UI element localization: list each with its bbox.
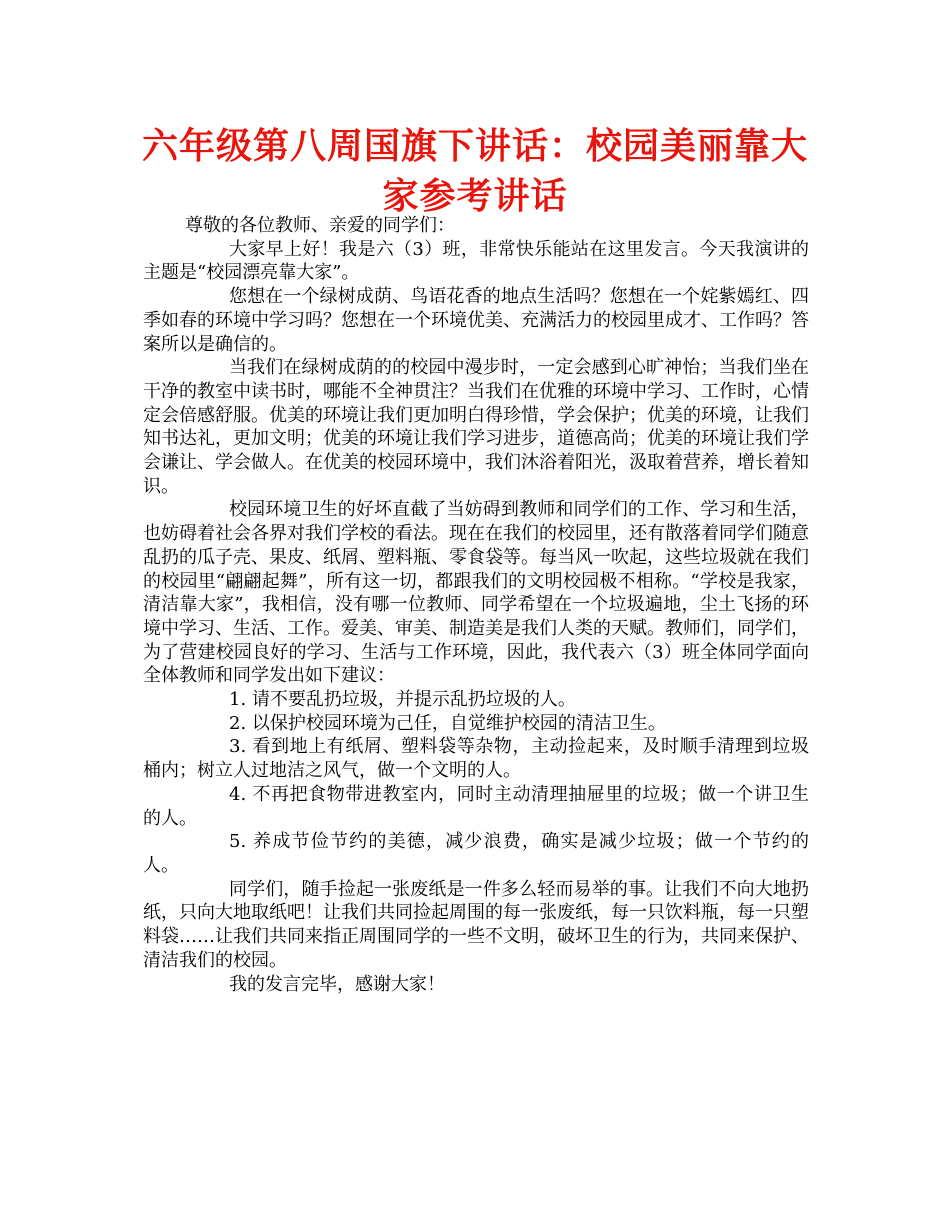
suggestion-5: 5. 养成节俭节约的美德，减少浪费，确实是减少垃圾；做一个节约的人。	[143, 831, 809, 876]
paragraph-environment: 当我们在绿树成荫的的校园中漫步时，一定会感到心旷神怡；当我们坐在干净的教室中读书时，哪能不全神贯注？当我们在优雅的环境中学习、工作时，心情定会倍感舒服。优美的环境让我们更加明白得珍惜，学会保护；优美的环境，让我们知书达礼，更加文明；优美的环境让我们学习进步，道德高尚；优美的环境让我们学会谦让、学会做人。在优美的校园环境中，我们沐浴着阳光，汲取着营养，增长着知识。	[143, 357, 809, 497]
paragraph-questions: 您想在一个绿树成荫、鸟语花香的地点生活吗？您想在一个姹紫嫣红、四季如春的环境中学习吗？您想在一个环境优美、充满活力的校园里成才、工作吗？答案所以是确信的。	[143, 286, 809, 355]
paragraph-problem: 校园环境卫生的好坏直截了当妨碍到教师和同学们的工作、学习和生活，也妨碍着社会各界对我们学校的看法。现在在我们的校园里，还有散落着同学们随意乱扔的瓜子壳、果皮、纸屑、塑料瓶、零食袋等。每当风一吹起，这些垃圾就在我们的校园里“翩翩起舞”，所有这一切，都跟我们的文明校园极不相称。“学校是我家，清洁靠大家”，我相信，没有哪一位教师、同学希望在一个垃圾遍地，尘土飞扬的环境中学习、生活、工作。爱美、审美、制造美是我们人类的天赋。教师们，同学们，为了营建校园良好的学习、生活与工作环境，因此，我代表六（3）班全体同学面向全体教师和同学发出如下建议：	[143, 499, 809, 687]
suggestion-3: 3. 看到地上有纸屑、塑料袋等杂物，主动捡起来，及时顺手清理到垃圾桶内；树立人过地洁之风气，做一个文明的人。	[143, 736, 809, 782]
document-body	[143, 214, 809, 996]
suggestion-4: 4. 不再把食物带进教室内，同时主动清理抽屉里的垃圾；做一个讲卫生的人。	[143, 783, 809, 829]
paragraph-call-to-action: 同学们，随手捡起一张废纸是一件多么轻而易举的事。让我们不向大地扔纸，只向大地取纸吧！让我们共同捡起周围的每一张废纸，每一只饮料瓶，每一只塑料袋……让我们共同来指正周围同学的一些不文明，破坏卫生的行为，共同来保护、清洁我们的校园。	[143, 878, 809, 971]
suggestion-1: 1. 请不要乱扔垃圾，并提示乱扔垃圾的人。	[229, 689, 576, 711]
suggestion-2: 2. 以保护校园环境为己任，自觉维护校园的清洁卫生。	[229, 712, 666, 734]
paragraph-closing: 我的发言完毕，感谢大家！	[229, 973, 445, 995]
salutation: 尊敬的各位教师、亲爱的同学们：	[185, 215, 455, 236]
paragraph-greeting: 大家早上好！我是六（3）班，非常快乐能站在这里发言。今天我演讲的主题是“校园漂亮靠大家”。	[143, 238, 809, 284]
document-title: 六年级第八周国旗下讲话：校园美丽靠大家参考讲话	[141, 126, 808, 217]
